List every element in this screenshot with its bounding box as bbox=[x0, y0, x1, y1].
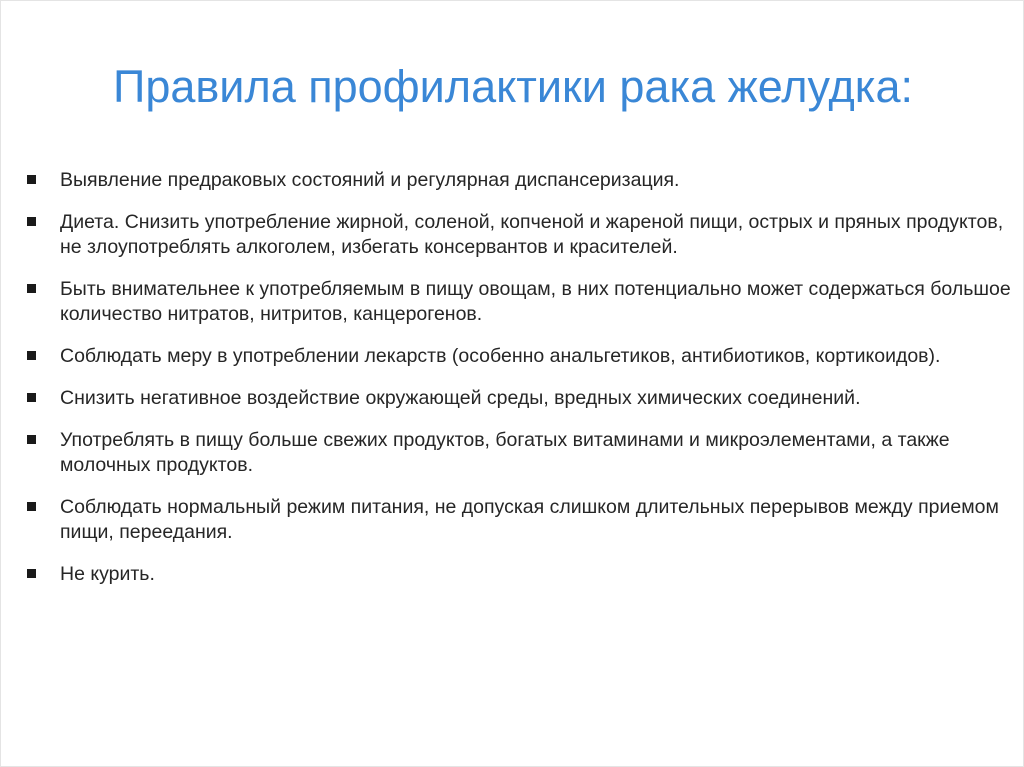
list-item bbox=[27, 344, 1019, 369]
list-item-text: Быть внимательнее к употребляемым в пищу овощам, в них потенциально может содержаться большое количество нитратов, нитритов, канцерогенов. bbox=[60, 278, 1011, 325]
list-item-text: Снизить негативное воздействие окружающей среды, вредных химических соединений. bbox=[60, 387, 861, 409]
square-bullet-icon bbox=[27, 175, 36, 184]
slide-title: Правила профилактики рака желудка: bbox=[113, 61, 913, 112]
list-item bbox=[27, 210, 1019, 260]
list-item bbox=[27, 386, 1019, 411]
list-item-text: Соблюдать меру в употреблении лекарств (особенно анальгетиков, антибиотиков, кортикоидов). bbox=[60, 345, 941, 367]
square-bullet-icon bbox=[27, 217, 36, 226]
list-item-text: Не курить. bbox=[60, 563, 155, 585]
square-bullet-icon bbox=[27, 569, 36, 578]
square-bullet-icon bbox=[27, 351, 36, 360]
square-bullet-icon bbox=[27, 502, 36, 511]
square-bullet-icon bbox=[27, 284, 36, 293]
list-item-text: Выявление предраковых состояний и регулярная диспансеризация. bbox=[60, 169, 680, 191]
square-bullet-icon bbox=[27, 435, 36, 444]
list-item-text: Диета. Снизить употребление жирной, соленой, копченой и жареной пищи, острых и пряных продуктов, не злоупотреблять алкоголем, избегать консервантов и красителей. bbox=[60, 211, 1004, 258]
list-item bbox=[27, 428, 1019, 478]
list-item bbox=[27, 562, 1019, 587]
list-item bbox=[27, 277, 1019, 327]
list-item-text: Употреблять в пищу больше свежих продуктов, богатых витаминами и микроэлементами, а также молочных продуктов. bbox=[60, 429, 950, 476]
list-item-text: Соблюдать нормальный режим питания, не допуская слишком длительных перерывов между приемом пищи, переедания. bbox=[60, 496, 999, 543]
square-bullet-icon bbox=[27, 393, 36, 402]
list-item bbox=[27, 495, 1019, 545]
prevention-rules-list bbox=[27, 168, 1019, 604]
list-item bbox=[27, 168, 1019, 193]
